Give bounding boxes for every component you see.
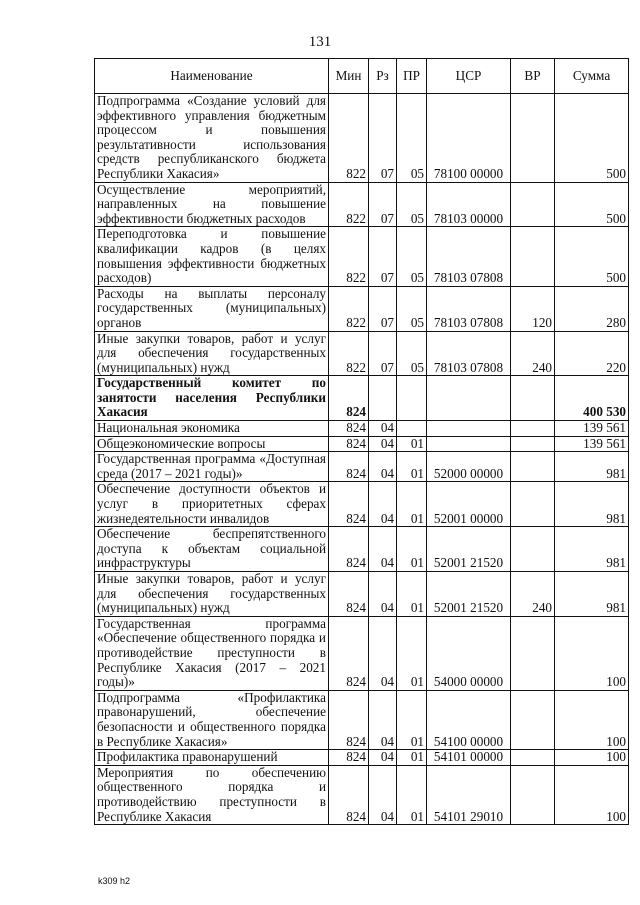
table-row <box>95 94 629 183</box>
cell-sum: 400 530 <box>555 376 629 421</box>
cell-vr <box>511 482 555 527</box>
cell-rz: 04 <box>369 690 397 749</box>
cell-pr <box>397 376 427 421</box>
cell-min: 824 <box>329 527 369 572</box>
cell-name: Подпрограмма «Профилактика правонарушений, обеспечение безопасности и общественного порядка в Республике Хакасия» <box>95 690 329 749</box>
budget-table <box>94 58 629 825</box>
cell-sum: 500 <box>555 94 629 183</box>
cell-rz <box>369 376 397 421</box>
table-row <box>95 690 629 749</box>
cell-sum: 981 <box>555 572 629 617</box>
table-row <box>95 482 629 527</box>
table-row <box>95 376 629 421</box>
table-row <box>95 436 629 452</box>
cell-rz: 04 <box>369 421 397 437</box>
table-body <box>95 94 629 825</box>
cell-min: 824 <box>329 482 369 527</box>
cell-pr: 01 <box>397 527 427 572</box>
cell-name: Осуществление мероприятий, направленных на повышение эффективности бюджетных расходов <box>95 182 329 227</box>
cell-rz: 04 <box>369 572 397 617</box>
cell-rz: 07 <box>369 331 397 376</box>
table-row <box>95 182 629 227</box>
cell-csr: 78103 00000 <box>427 182 511 227</box>
cell-sum: 981 <box>555 452 629 482</box>
cell-min: 824 <box>329 750 369 766</box>
cell-min: 822 <box>329 331 369 376</box>
cell-name: Иные закупки товаров, работ и услуг для обеспечения государственных (муниципальных) нужд <box>95 572 329 617</box>
cell-min: 824 <box>329 690 369 749</box>
cell-rz: 04 <box>369 616 397 690</box>
cell-name: Обеспечение беспрепятственного доступа к объектам социальной инфраструктуры <box>95 527 329 572</box>
cell-name: Общеэкономические вопросы <box>95 436 329 452</box>
header-sum: Сумма <box>555 59 629 94</box>
cell-pr: 01 <box>397 690 427 749</box>
cell-name: Государственная программа «Доступная среда (2017 – 2021 годы)» <box>95 452 329 482</box>
cell-pr: 05 <box>397 286 427 331</box>
cell-vr <box>511 436 555 452</box>
cell-csr: 52001 21520 <box>427 527 511 572</box>
cell-name: Переподготовка и повышение квалификации кадров (в целях повышения эффективности бюджетных расходов) <box>95 227 329 286</box>
cell-pr: 05 <box>397 182 427 227</box>
cell-csr: 52001 00000 <box>427 482 511 527</box>
table-row <box>95 286 629 331</box>
cell-rz: 04 <box>369 765 397 824</box>
cell-pr: 05 <box>397 227 427 286</box>
cell-rz: 07 <box>369 182 397 227</box>
cell-pr: 01 <box>397 750 427 766</box>
cell-vr <box>511 527 555 572</box>
cell-sum: 139 561 <box>555 421 629 437</box>
cell-vr: 240 <box>511 572 555 617</box>
cell-rz: 04 <box>369 436 397 452</box>
cell-name: Обеспечение доступности объектов и услуг в приоритетных сферах жизнедеятельности инвалидов <box>95 482 329 527</box>
cell-sum: 100 <box>555 616 629 690</box>
cell-sum: 220 <box>555 331 629 376</box>
cell-csr: 54101 29010 <box>427 765 511 824</box>
cell-sum: 100 <box>555 690 629 749</box>
cell-sum: 981 <box>555 482 629 527</box>
page-number: 131 <box>308 34 332 50</box>
cell-sum: 139 561 <box>555 436 629 452</box>
cell-vr: 240 <box>511 331 555 376</box>
header-vr: ВР <box>511 59 555 94</box>
cell-sum: 981 <box>555 527 629 572</box>
header-min: Мин <box>329 59 369 94</box>
table-row <box>95 452 629 482</box>
cell-name: Иные закупки товаров, работ и услуг для обеспечения государственных (муниципальных) нужд <box>95 331 329 376</box>
cell-vr <box>511 421 555 437</box>
cell-vr <box>511 376 555 421</box>
cell-pr: 01 <box>397 452 427 482</box>
cell-csr: 78103 07808 <box>427 331 511 376</box>
cell-csr: 54100 00000 <box>427 690 511 749</box>
cell-sum: 280 <box>555 286 629 331</box>
cell-rz: 04 <box>369 452 397 482</box>
cell-sum: 100 <box>555 765 629 824</box>
cell-csr: 52000 00000 <box>427 452 511 482</box>
cell-vr <box>511 765 555 824</box>
cell-csr <box>427 376 511 421</box>
cell-pr: 01 <box>397 482 427 527</box>
cell-pr: 01 <box>397 765 427 824</box>
cell-rz: 04 <box>369 527 397 572</box>
cell-name: Национальная экономика <box>95 421 329 437</box>
cell-vr <box>511 182 555 227</box>
cell-csr <box>427 421 511 437</box>
cell-min: 822 <box>329 227 369 286</box>
cell-sum: 100 <box>555 750 629 766</box>
table-row <box>95 227 629 286</box>
cell-vr <box>511 750 555 766</box>
cell-min: 822 <box>329 182 369 227</box>
cell-csr: 78100 00000 <box>427 94 511 183</box>
table-row <box>95 331 629 376</box>
cell-pr: 05 <box>397 331 427 376</box>
cell-min: 824 <box>329 616 369 690</box>
header-csr: ЦСР <box>427 59 511 94</box>
cell-name: Государственная программа «Обеспечение общественного порядка и противодействие преступности в Республике Хакасия (2017 – 2021 годы)» <box>95 616 329 690</box>
cell-rz: 07 <box>369 94 397 183</box>
cell-name: Расходы на выплаты персоналу государственных (муниципальных) органов <box>95 286 329 331</box>
cell-pr: 01 <box>397 572 427 617</box>
cell-vr <box>511 452 555 482</box>
cell-min: 822 <box>329 94 369 183</box>
table-row <box>95 616 629 690</box>
cell-csr: 52001 21520 <box>427 572 511 617</box>
cell-csr: 78103 07808 <box>427 286 511 331</box>
cell-rz: 07 <box>369 286 397 331</box>
cell-pr: 01 <box>397 616 427 690</box>
header-pr: ПР <box>397 59 427 94</box>
cell-pr: 05 <box>397 94 427 183</box>
cell-csr: 78103 07808 <box>427 227 511 286</box>
cell-min: 824 <box>329 765 369 824</box>
cell-name: Мероприятия по обеспечению общественного порядка и противодействию преступности в Республике Хакасия <box>95 765 329 824</box>
cell-rz: 04 <box>369 482 397 527</box>
cell-pr <box>397 421 427 437</box>
cell-sum: 500 <box>555 227 629 286</box>
cell-vr <box>511 616 555 690</box>
cell-vr <box>511 94 555 183</box>
cell-name: Подпрограмма «Создание условий для эффективного управления бюджетным процессом и повышения результативности использования средств республиканского бюджета Республики Хакасия» <box>95 94 329 183</box>
cell-vr <box>511 690 555 749</box>
cell-min: 824 <box>329 436 369 452</box>
table-row <box>95 765 629 824</box>
cell-min: 824 <box>329 452 369 482</box>
cell-csr <box>427 436 511 452</box>
cell-rz: 04 <box>369 750 397 766</box>
cell-min: 822 <box>329 286 369 331</box>
cell-csr: 54000 00000 <box>427 616 511 690</box>
table-row <box>95 572 629 617</box>
table-row <box>95 527 629 572</box>
cell-min: 824 <box>329 421 369 437</box>
cell-name: Профилактика правонарушений <box>95 750 329 766</box>
cell-pr: 01 <box>397 436 427 452</box>
cell-rz: 07 <box>369 227 397 286</box>
table-row <box>95 421 629 437</box>
cell-name: Государственный комитет по занятости населения Республики Хакасия <box>95 376 329 421</box>
cell-vr <box>511 227 555 286</box>
cell-min: 824 <box>329 572 369 617</box>
header-name: Наименование <box>95 59 329 94</box>
table-row <box>95 750 629 766</box>
header-row <box>95 59 629 94</box>
cell-vr: 120 <box>511 286 555 331</box>
cell-min: 824 <box>329 376 369 421</box>
footer-code: k309 h2 <box>98 876 131 886</box>
header-rz: Рз <box>369 59 397 94</box>
cell-csr: 54101 00000 <box>427 750 511 766</box>
cell-sum: 500 <box>555 182 629 227</box>
